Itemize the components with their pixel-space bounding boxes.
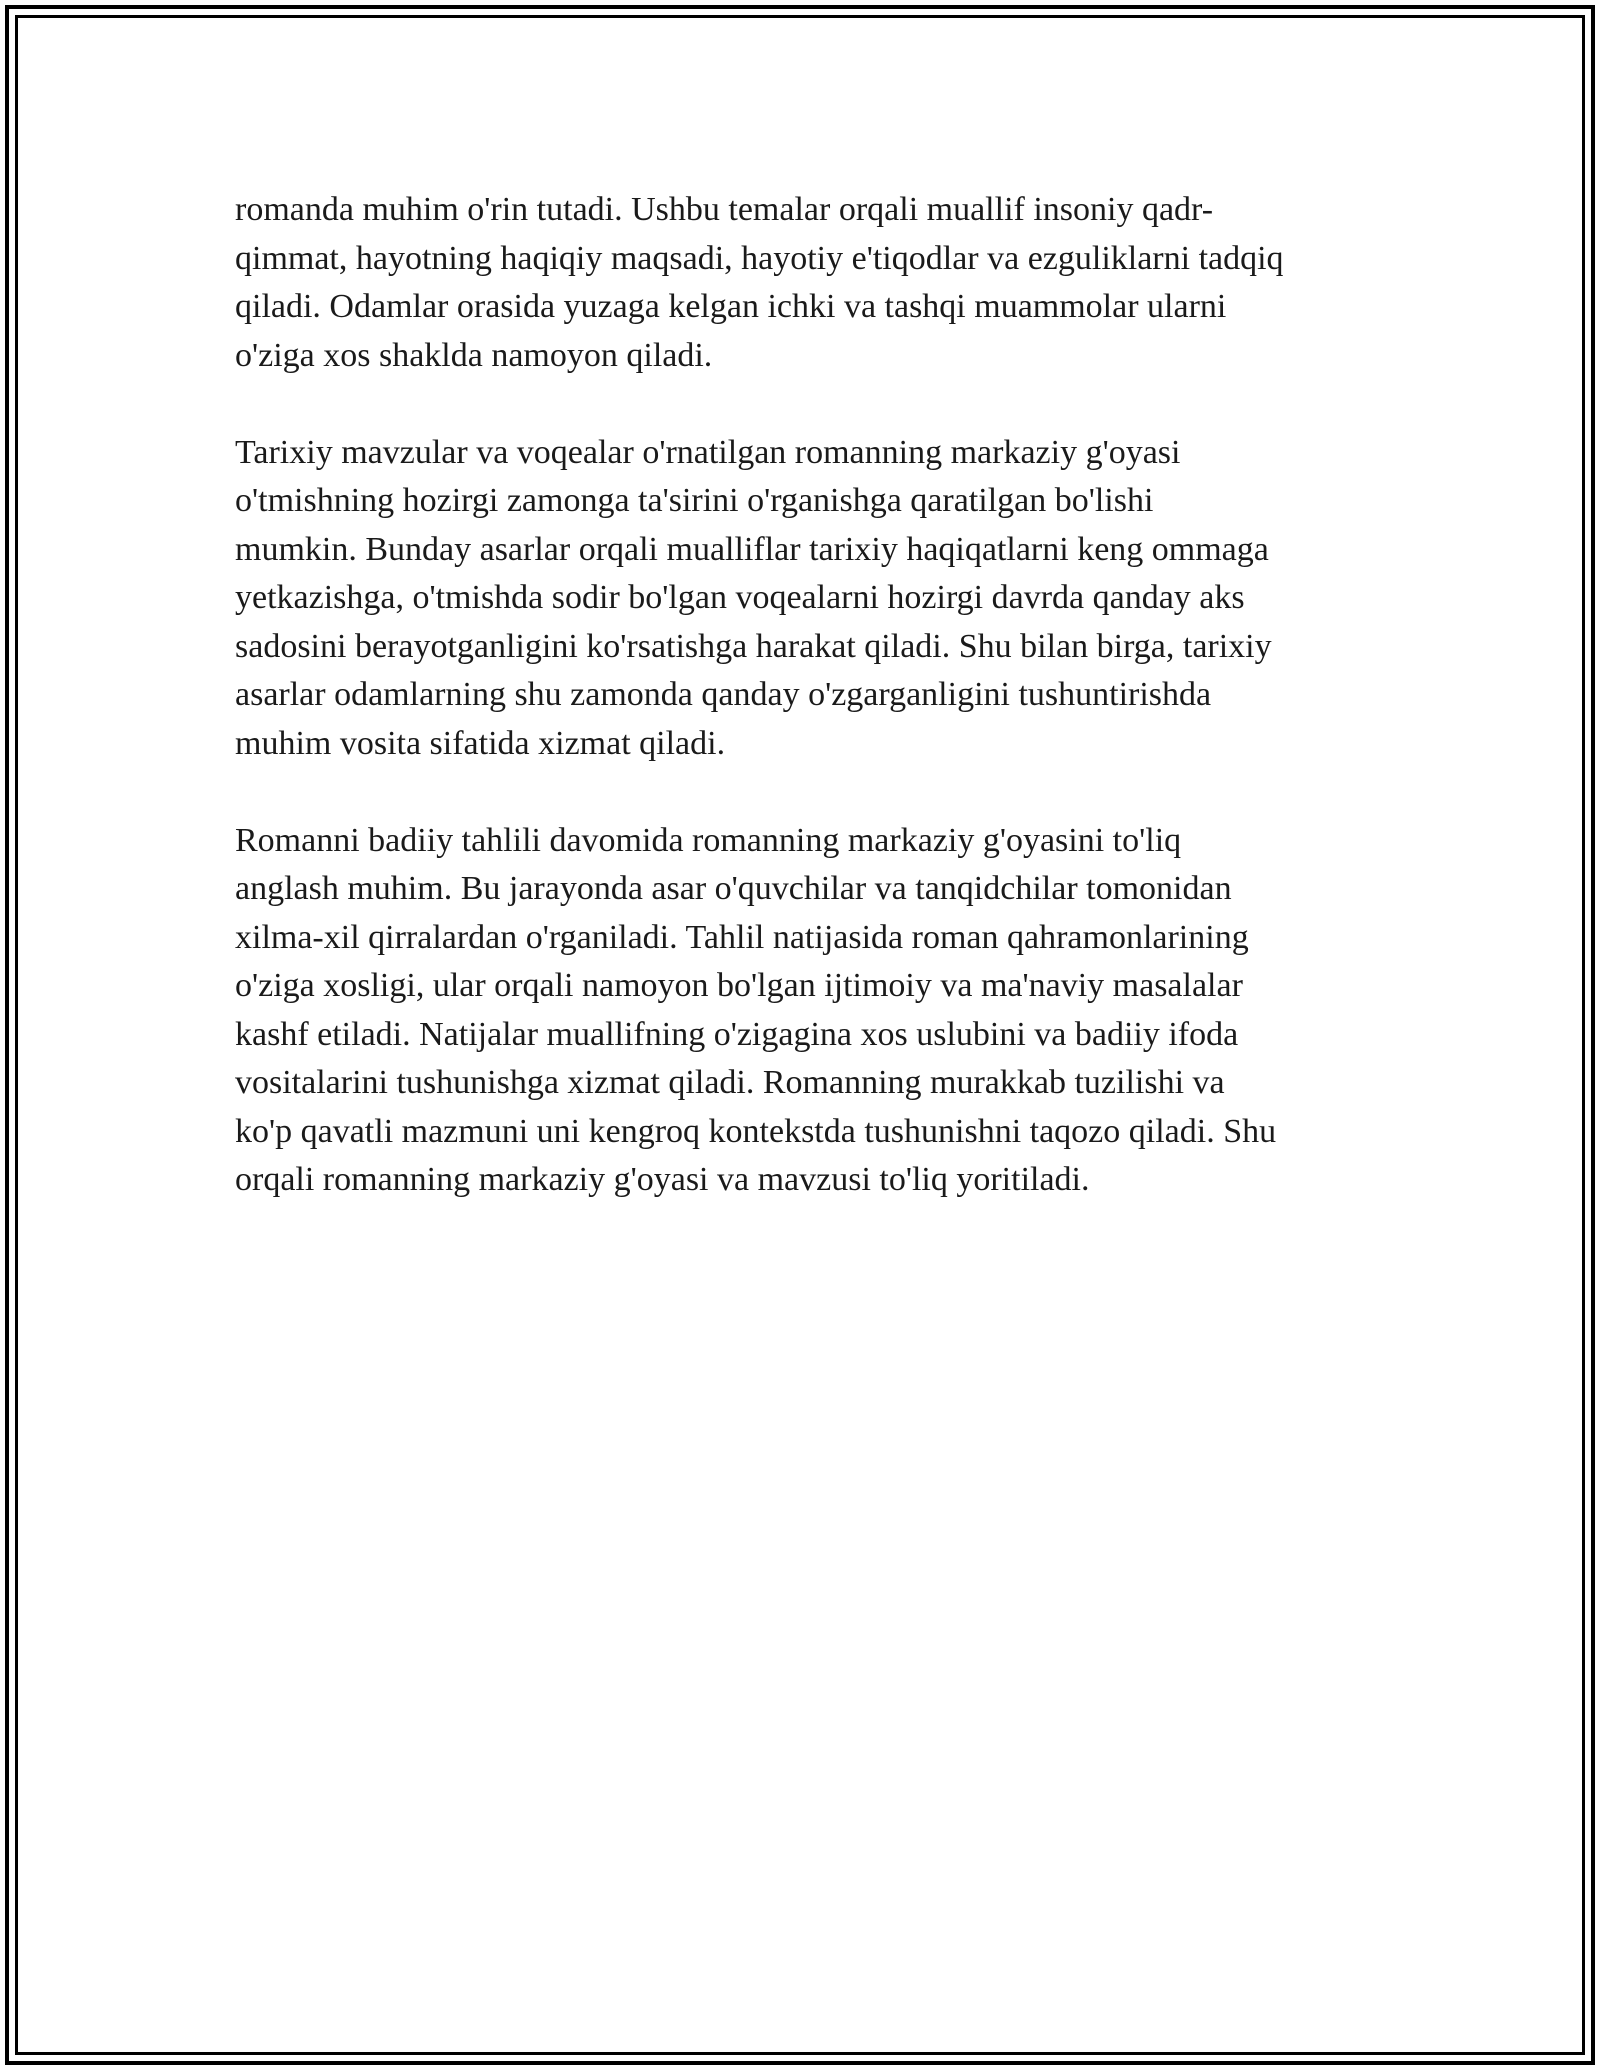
text-line: muhim vosita sifatida xizmat qiladi. bbox=[235, 724, 726, 762]
text-line: kashf etiladi. Natijalar muallifning o'zigagina xos uslubini va badiiy ifoda bbox=[235, 1015, 1239, 1053]
text-line: anglash muhim. Bu jarayonda asar o'quvchilar va tanqidchilar tomonidan bbox=[235, 870, 1232, 907]
text-line: yetkazishga, o'tmishda sodir bo'lgan voqealarni hozirgi davrda qanday aks bbox=[235, 579, 1245, 616]
text-line: ko'p qavatli mazmuni uni kengroq kontekstda tushunishni taqozo qiladi. Shu bbox=[235, 1112, 1277, 1150]
text-line: xilma-xil qirralardan o'rganiladi. Tahlil natijasida roman qahramonlarining bbox=[235, 918, 1249, 956]
text-line: qiladi. Odamlar orasida yuzaga kelgan ichki va tashqi muammolar ularni bbox=[235, 288, 1227, 325]
text-line: sadosini berayotganligini ko'rsatishga harakat qiladi. Shu bilan birga, tarixiy bbox=[235, 627, 1272, 665]
text-line: Tarixiy mavzular va voqealar o'rnatilgan romanning markaziy g'oyasi bbox=[235, 433, 1181, 471]
text-line: qimmat, hayotning haqiqiy maqsadi, hayotiy e'tiqodlar va ezguliklarni tadqiq bbox=[235, 239, 1284, 277]
text-line: o'tmishning hozirgi zamonga ta'sirini o'rganishga qaratilgan bo'lishi bbox=[235, 482, 1154, 519]
text-line: romanda muhim o'rin tutadi. Ushbu temalar orqali muallif insoniy qadr- bbox=[235, 191, 1214, 228]
text-line: Romanni badiiy tahlili davomida romanning markaziy g'oyasini to'liq bbox=[235, 821, 1182, 859]
paragraph-3 bbox=[235, 817, 1375, 1205]
text-line: o'ziga xos shaklda namoyon qiladi. bbox=[235, 336, 713, 374]
paragraph-2 bbox=[235, 429, 1375, 769]
text-line: vositalarini tushunishga xizmat qiladi. Romanning murakkab tuzilishi va bbox=[235, 1064, 1225, 1101]
text-line: o'ziga xosligi, ular orqali namoyon bo'lgan ijtimoiy va ma'naviy masalalar bbox=[235, 967, 1243, 1004]
document-body bbox=[235, 186, 1375, 1253]
text-line: asarlar odamlarning shu zamonda qanday o'zgarganligini tushuntirishda bbox=[235, 676, 1212, 713]
paragraph-1 bbox=[235, 186, 1375, 380]
text-line: orqali romanning markaziy g'oyasi va mavzusi to'liq yoritiladi. bbox=[235, 1161, 1090, 1198]
text-line: mumkin. Bunday asarlar orqali mualliflar tarixiy haqiqatlarni keng ommaga bbox=[235, 530, 1269, 568]
